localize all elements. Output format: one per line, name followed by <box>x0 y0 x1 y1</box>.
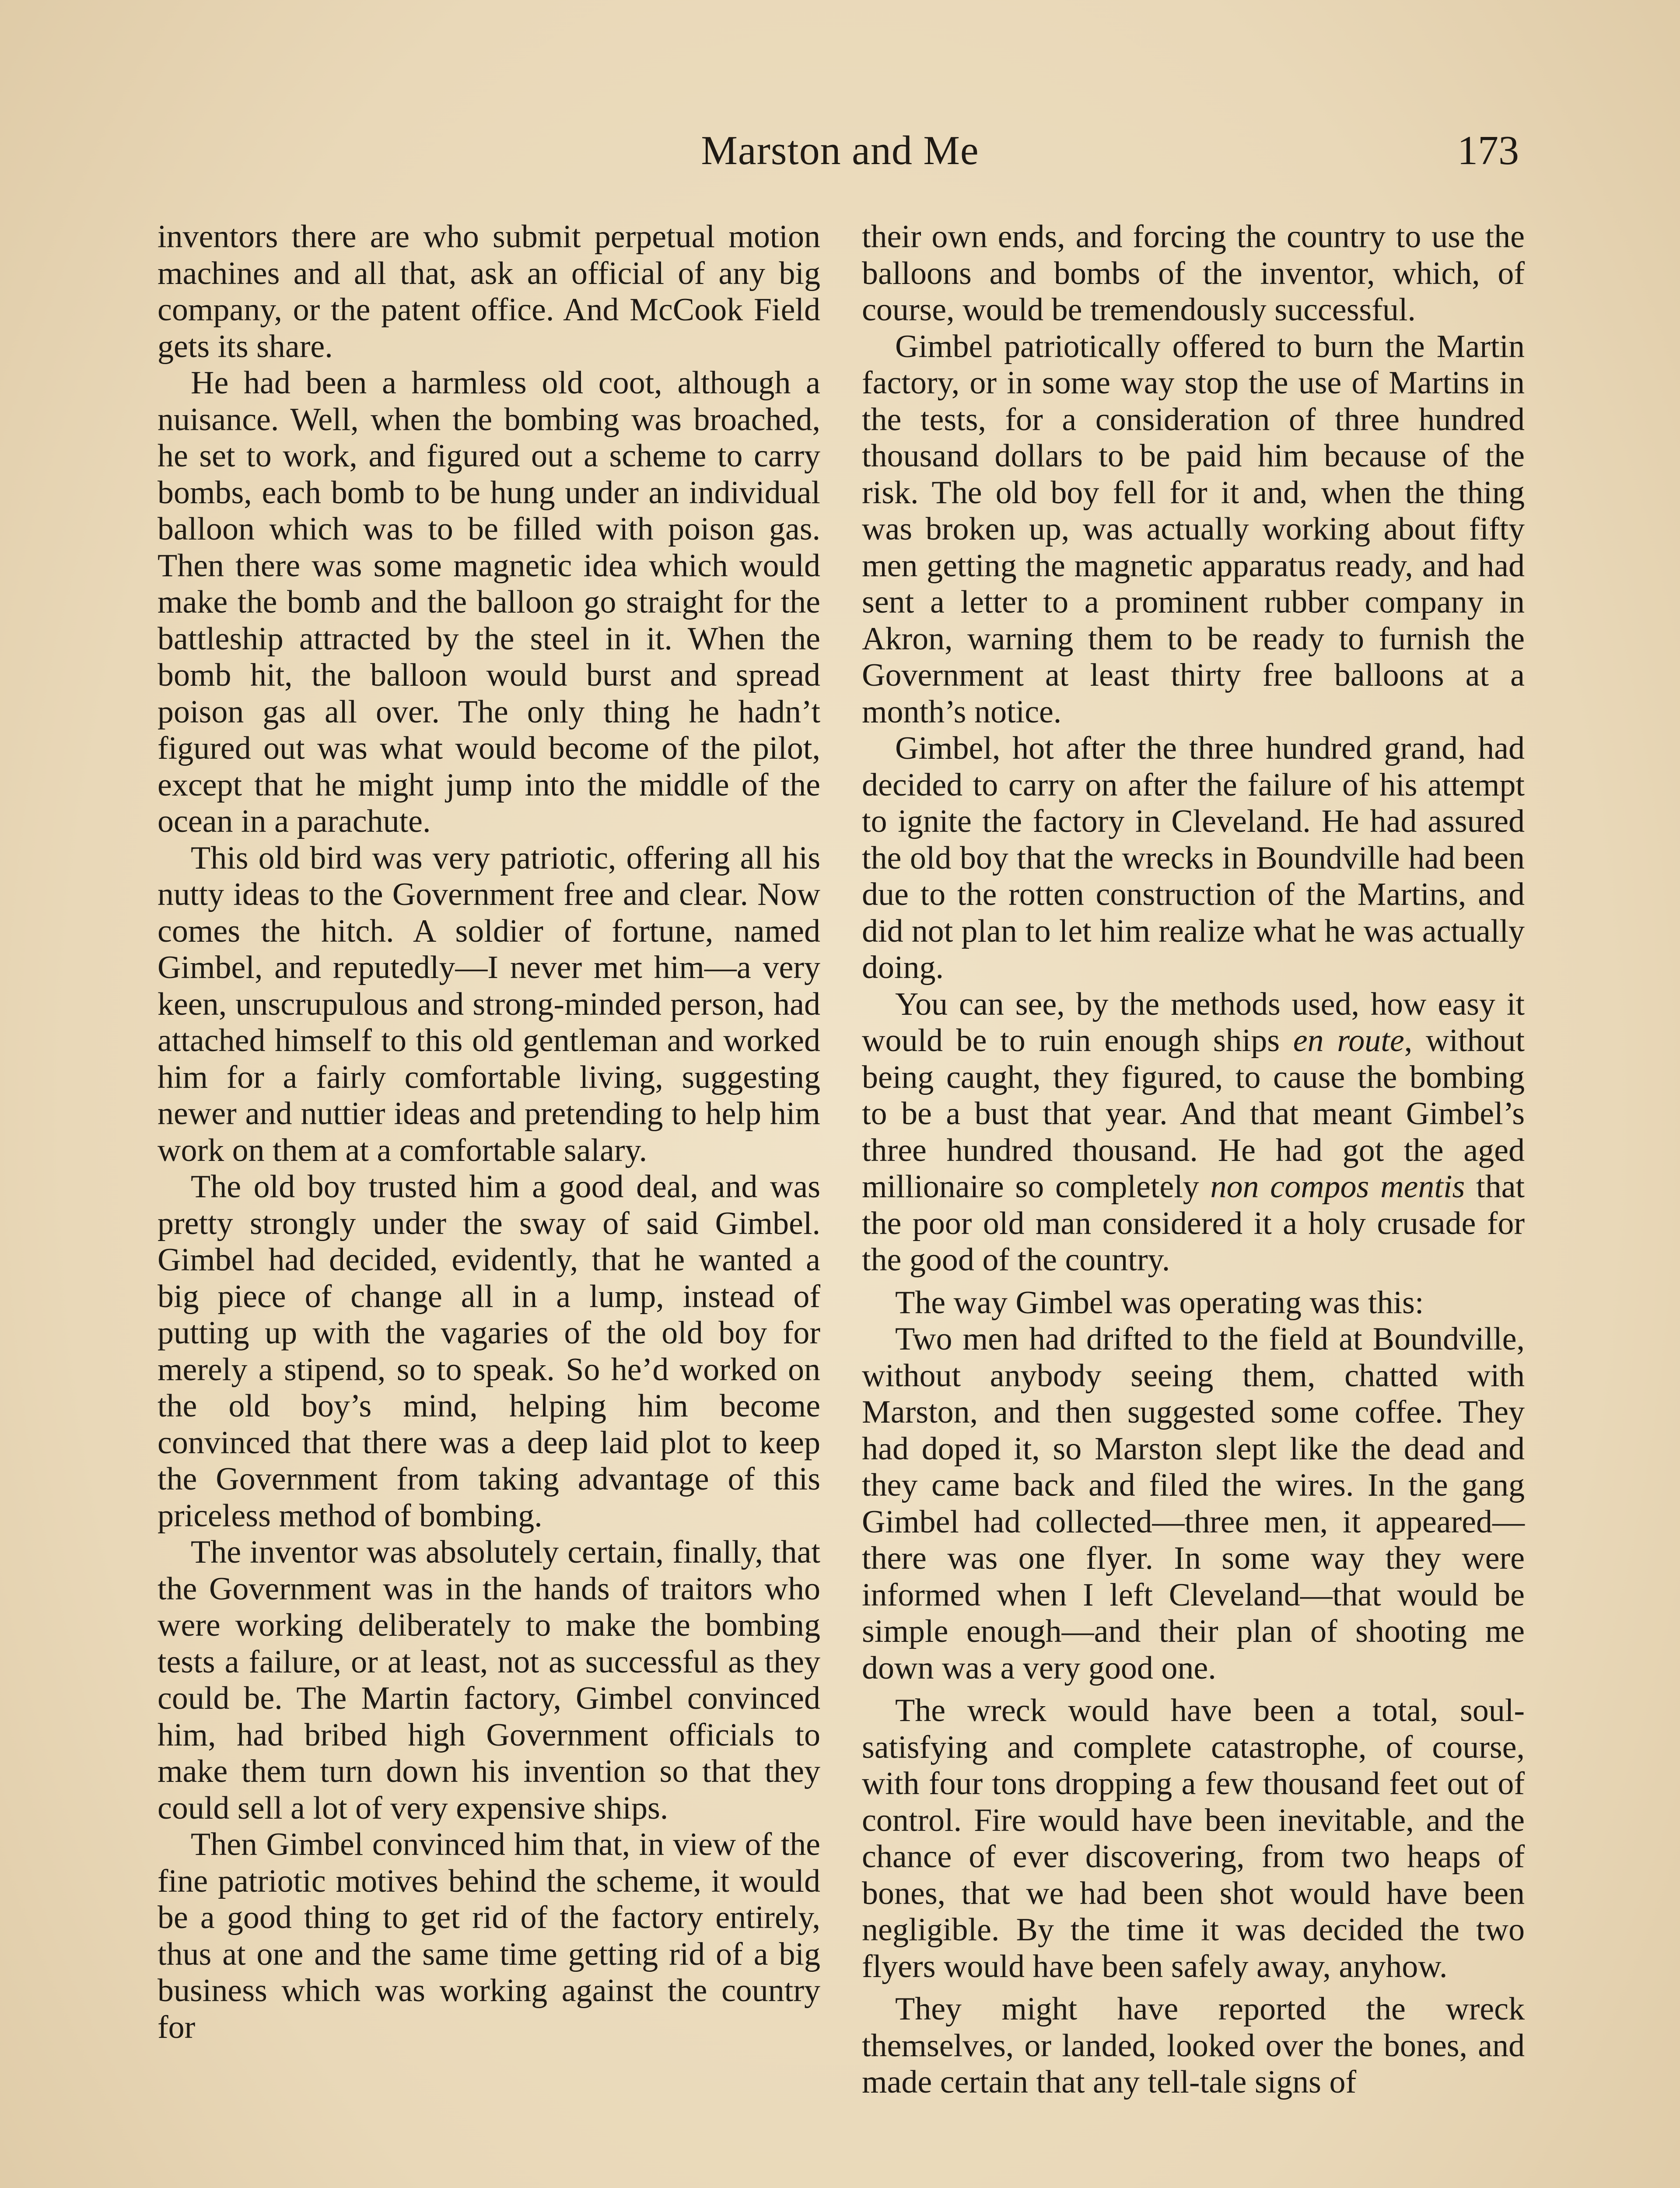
paragraph: They might have reported the wreck themselves, or landed, looked over the bones, and made certain that any tell-tale signs of <box>862 1991 1525 2100</box>
running-title: Marston and Me <box>701 128 979 173</box>
text-run: that the poor old man considered it a holy crusade for the good of the country. <box>862 1169 1525 1278</box>
italic-phrase: en route <box>1293 1023 1404 1059</box>
paragraph: Then Gimbel convinced him that, in view of the fine patriotic motives behind the scheme, it would be a good thing to get rid of the factory entirely, thus at one and the same time getting rid of a big business which was working against the country for <box>158 1827 820 2045</box>
paragraph: Two men had drifted to the field at Boundville, without anybody seeing them, chatted with Marston, and then suggested some coffee. They had doped it, so Marston slept like the dead and they came back and filed the wires. In the gang Gimbel had collected—three men, it appeared—there was one flyer. In some way they were informed when I left Cleveland—that would be simple enough—and their plan of shooting me down was a very good one. <box>862 1321 1525 1686</box>
right-column <box>862 219 1525 2101</box>
italic-phrase: non compos mentis <box>1210 1169 1465 1205</box>
paragraph: The old boy trusted him a good deal, and was pretty strongly under the sway of said Gimbel. Gimbel had decided, evidently, that he wanted a big piece of change all in a lump, instead of putting up with the vagaries of the old boy for merely a stipend, so to speak. So he’d worked on the old boy’s mind, helping him become convinced that there was a deep laid plot to keep the Government from taking advantage of this priceless method of bombing. <box>158 1169 820 1534</box>
paragraph: The inventor was absolutely certain, finally, that the Government was in the hands of traitors who were working deliberately to make the bombing tests a failure, or at least, not as successful as they could be. The Martin factory, Gimbel convinced him, had bribed high Government officials to make them turn down his invention so that they could sell a lot of very expensive ships. <box>158 1534 820 1826</box>
paragraph: Gimbel, hot after the three hundred grand, had decided to carry on after the failure of his attempt to ignite the factory in Cleveland. He had assured the old boy that the wrecks in Boundville had been due to the rotten construction of the Martins, and did not plan to let him realize what he was actually doing. <box>862 730 1525 985</box>
page-header <box>0 127 1680 184</box>
text-run: You can see, by the methods used, how easy it would be to ruin enough ships <box>862 986 1525 1059</box>
paragraph: The way Gimbel was operating was this: <box>895 1284 1424 1321</box>
paragraph: their own ends, and forcing the country to use the balloons and bombs of the inventor, which, of course, would be tremendously successful. <box>862 219 1525 328</box>
paragraph: This old bird was very patriotic, offering all his nutty ideas to the Government free and clear. Now comes the hitch. A soldier of fortune, named Gimbel, and reputedly—I never met him—a very keen, unscrupulous and strong-minded person, had attached himself to this old gentleman and worked him for a fairly comfortable living, suggesting newer and nuttier ideas and pretending to help him work on them at a comfortable salary. <box>158 840 820 1168</box>
paragraph: The wreck would have been a total, soul-satisfying and complete catastrophe, of course, with four tons dropping a few thousand feet out of control. Fire would have been inevitable, and the chance of ever discovering, from two heaps of bones, that we had been shot would have been negligible. By the time it was decided the two flyers would have been safely away, anyhow. <box>862 1693 1525 1985</box>
paragraph: inventors there are who submit perpetual motion machines and all that, ask an official of any big company, or the patent office. And McCook Field gets its share. <box>158 219 820 365</box>
paragraph: He had been a harmless old coot, although a nuisance. Well, when the bombing was broached, he set to work, and figured out a scheme to carry bombs, each bomb to be hung under an individual balloon which was to be filled with poison gas. Then there was some magnetic idea which would make the bomb and the balloon go straight for the battleship attracted by the steel in it. When the bomb hit, the balloon would burst and spread poison gas all over. The only thing he hadn’t figured out was what would become of the pilot, except that he might jump into the middle of the ocean in a parachute. <box>158 365 820 839</box>
paragraph <box>862 986 1525 1279</box>
left-column <box>158 219 820 2046</box>
paragraph: Gimbel patriotically offered to burn the Martin factory, or in some way stop the use of Martins in the tests, for a consideration of three hundred thousand dollars to be paid him because of the risk. The old boy fell for it and, when the thing was broken up, was actually working about fifty men getting the magnetic apparatus ready, and had sent a letter to a prominent rubber company in Akron, warning them to be ready to furnish the Government at least thirty free balloons at a month’s notice. <box>862 328 1525 730</box>
page-number: 173 <box>1457 128 1519 173</box>
text-run: , without being caught, they figured, to cause the bombing to be a bust that year. And that meant Gimbel’s three hundred thousand. He had got the aged millionaire so completely <box>862 1023 1525 1205</box>
